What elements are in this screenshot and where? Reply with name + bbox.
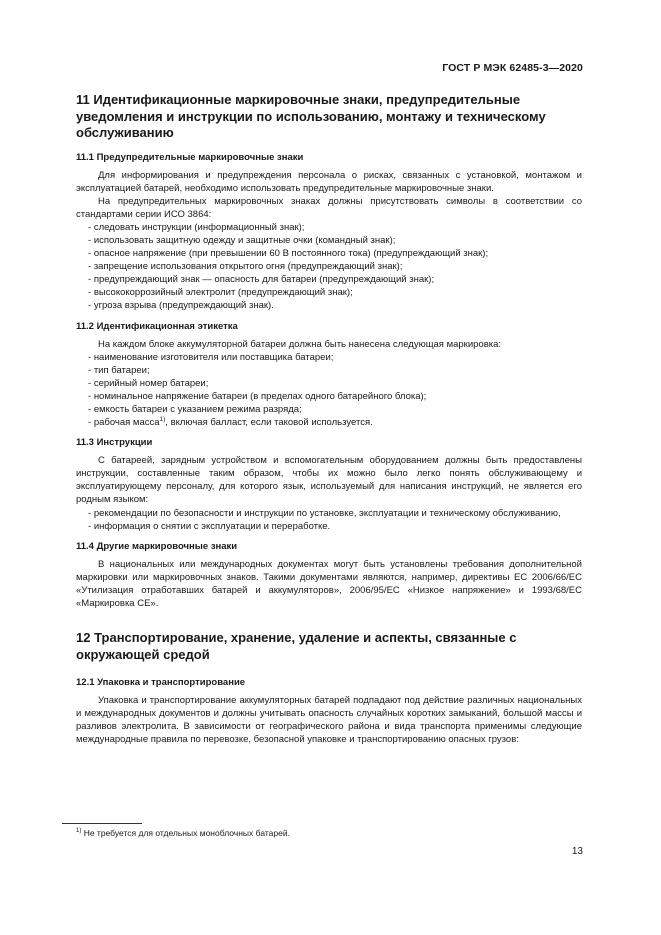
section-12-title: 12 Транспортирование, хранение, удаление и аспекты, связанные с окружающей средой — [76, 630, 517, 662]
list-item: - следовать инструкции (информационный знак); — [76, 221, 582, 234]
instructions-list — [76, 507, 582, 533]
list-item: - тип батареи; — [76, 364, 582, 377]
paragraph: На каждом блоке аккумуляторной батареи должна быть нанесена следующая маркировка: — [98, 338, 502, 350]
list-item: - запрещение использования открытого огня (предупреждающий знак); — [76, 260, 582, 273]
list-item: - предупреждающий знак — опасность для батареи (предупреждающий знак); — [76, 273, 582, 286]
list-item: - емкость батареи с указанием режима разряда; — [76, 403, 582, 416]
list-item: - опасное напряжение (при превышении 60 В постоянного тока) (предупреждающий знак); — [76, 247, 582, 260]
document-header: ГОСТ Р МЭК 62485-3—2020 — [442, 62, 583, 74]
list-item: - угроза взрыва (предупреждающий знак). — [76, 299, 582, 312]
paragraph: Для информирования и предупреждения персонала о рисках, связанных с установкой, монтажом и эксплуатацией батарей, необходимо использовать предупредительные маркировочные знаки. — [76, 169, 582, 194]
list-item: - информация о снятии с эксплуатации и переработке. — [76, 520, 582, 533]
footnote-divider — [62, 823, 142, 824]
subsection-11-1-title: 11.1 Предупредительные маркировочные знаки — [76, 151, 304, 163]
page-content — [76, 92, 582, 747]
list-item-text: рабочая масса — [93, 417, 160, 429]
list-item: - наименование изготовителя или поставщика батареи; — [76, 351, 582, 364]
section-11-title: 11 Идентификационные маркировочные знаки, предупредительные уведомления и инструкции по использованию, монтажу и техническому обслуживанию — [76, 92, 546, 140]
list-item — [76, 416, 582, 429]
footnote-mark: 1) — [76, 828, 82, 834]
list-item: - использовать защитную одежду и защитные очки (командный знак); — [76, 234, 582, 247]
warning-signs-list — [76, 221, 582, 313]
label-marking-list — [76, 351, 582, 430]
subsection-12-1-title: 12.1 Упаковка и транспортирование — [76, 677, 246, 689]
subsection-11-3-title: 11.3 Инструкции — [76, 437, 153, 449]
list-item-text: , включая балласт, если таковой используется. — [165, 417, 373, 429]
paragraph: С батареей, зарядным устройством и вспомогательным оборудованием должны быть предоставлены инструкции, составленные таким образом, чтобы их можно было легко понять обслуживающему и эксплуатирующему персоналу, для которого язык, используемый для написания инструкций, не является его родным языком: — [76, 455, 582, 506]
list-item: - рекомендации по безопасности и инструкции по установке, эксплуатации и техническому обслуживанию, — [76, 507, 582, 520]
list-item: - высококоррозийный электролит (предупреждающий знак); — [76, 286, 582, 299]
footnote-reference: 1) — [159, 416, 166, 424]
list-item: - серийный номер батареи; — [76, 377, 582, 390]
subsection-11-4-title: 11.4 Другие маркировочные знаки — [76, 540, 238, 552]
footnote — [76, 828, 290, 838]
page-number: 13 — [571, 846, 583, 857]
footnote-text: Не требуется для отдельных моноблочных батарей. — [81, 828, 290, 838]
paragraph: В национальных или международных документах могут быть установлены требования дополнительной маркировки или маркировочных знаков. Такими документами являются, например, директивы ЕС 2006/66/ЕС «Утилизация отработавших батарей и аккумуляторов», 2006/95/ЕС «Низкое напряжение» и 1993/68/ЕС «Маркировка СЕ». — [76, 558, 582, 610]
paragraph: Упаковка и транспортирование аккумуляторных батарей подпадают под действие различных национальных и международных документов и должны учитывать опасность случайных коротких замыканий, большой массы и разливов электролита. В зависимости от географического района и вида транспорта применимы следующие международные правила по перевозке, безопасной упаковке и транспортированию опасных грузов: — [76, 695, 582, 746]
paragraph: На предупредительных маркировочных знаках должны присутствовать символы в соответствии со стандартами серии ИСО 3864: — [76, 195, 582, 220]
list-item: - номинальное напряжение батареи (в пределах одного батарейного блока); — [76, 390, 582, 403]
subsection-11-2-title: 11.2 Идентификационная этикетка — [76, 320, 238, 332]
